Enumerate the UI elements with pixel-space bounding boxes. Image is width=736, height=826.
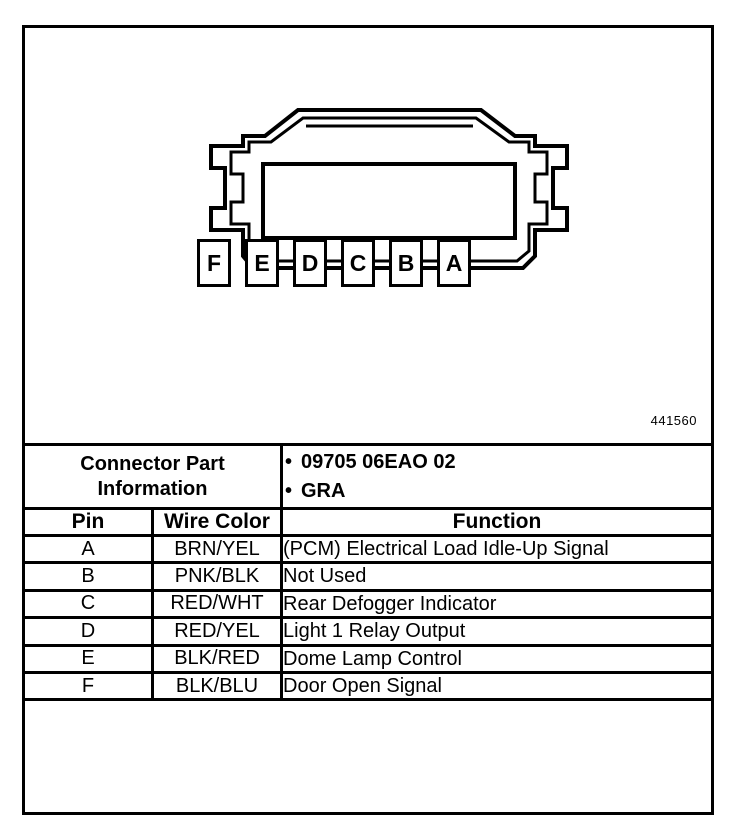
table-header-row	[24, 509, 713, 536]
figure-number: 441560	[650, 413, 697, 428]
connector-part-information-values	[282, 445, 713, 509]
wire-color-cell: BLK/RED	[153, 645, 282, 672]
pin-label-d: D	[293, 239, 327, 287]
connector-part-information-row	[24, 445, 713, 509]
connector-illustration	[25, 28, 711, 443]
function-cell: Not Used	[282, 563, 713, 590]
function-cell: Light 1 Relay Output	[282, 618, 713, 645]
function-cell: Dome Lamp Control	[282, 645, 713, 672]
pin-cell: B	[24, 563, 153, 590]
table-row	[24, 645, 713, 672]
wire-color-cell: PNK/BLK	[153, 563, 282, 590]
wire-color-cell: RED/YEL	[153, 618, 282, 645]
pin-label-c: C	[341, 239, 375, 287]
connector-body-drawing	[103, 108, 623, 368]
pin-label-a: A	[437, 239, 471, 287]
connector-pinout-table	[22, 443, 714, 701]
table-row	[24, 536, 713, 563]
pin-cell: D	[24, 618, 153, 645]
pin-cell: F	[24, 672, 153, 699]
pin-cell: A	[24, 536, 153, 563]
pin-label-e: E	[245, 239, 279, 287]
pin-label-f: F	[197, 239, 231, 287]
function-cell: (PCM) Electrical Load Idle-Up Signal	[282, 536, 713, 563]
function-cell: Rear Defogger Indicator	[282, 590, 713, 617]
function-cell: Door Open Signal	[282, 672, 713, 699]
diagram-frame	[22, 25, 714, 815]
part-number-value: • 09705 06EAO 02	[301, 449, 711, 475]
header-function: Function	[282, 509, 713, 536]
header-pin: Pin	[24, 509, 153, 536]
table-row	[24, 590, 713, 617]
wire-color-cell: RED/WHT	[153, 590, 282, 617]
wire-color-cell: BRN/YEL	[153, 536, 282, 563]
table-row	[24, 618, 713, 645]
part-color-value: • GRA	[301, 478, 711, 504]
connector-part-information-label: Connector Part Information	[24, 445, 282, 509]
wire-color-cell: BLK/BLU	[153, 672, 282, 699]
pin-cell: C	[24, 590, 153, 617]
pin-cell: E	[24, 645, 153, 672]
table-row	[24, 563, 713, 590]
header-wire-color: Wire Color	[153, 509, 282, 536]
pin-label-row	[197, 239, 471, 287]
table-row	[24, 672, 713, 699]
pin-label-b: B	[389, 239, 423, 287]
